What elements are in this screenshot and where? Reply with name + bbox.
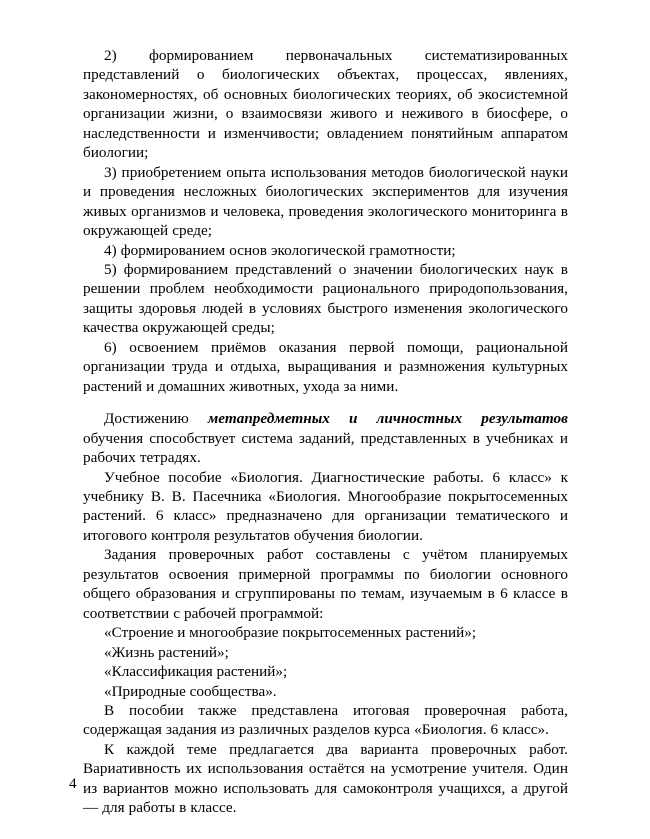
topic-list-item-4: «Природные сообщества». [104,682,277,700]
topic-list-item-1: «Строение и многообразие покрытосеменных растений»; [104,624,477,642]
paragraph-tasks-programme: Задания проверочных работ составлены с учётом планируемых результатов освоения примерной программы по биологии основного общего образования и сгруппированы по темам, изучаемым в 6 классе в соответствии с рабочей программой: [83,546,568,622]
results-emphasis-text: метапредметных и личностных результатов [207,410,568,428]
topic-list-item-2: «Жизнь растений»; [104,643,229,661]
paragraph-item-4: 4) формированием основ экологической грамотности; [104,241,456,259]
topic-list-item-3: «Классификация растений»; [104,663,288,681]
results-tail-text: обучения способствует система заданий, представленных в учебниках и рабочих тетрадях. [83,429,568,467]
paragraph-item-3: 3) приобретением опыта использования методов биологической науки и проведения несложных биологических экспериментов для изучения живых организмов и человека, проведения экологического мониторинга в окружающей среде; [83,163,568,240]
paragraph-meta-personal-results [83,409,568,467]
page-number: 4 [69,775,77,792]
paragraph-item-2: 2) формированием первоначальных систематизированных представлений о биологических объектах, процессах, явлениях, закономерностях, об основных биологических теориях, об экосистемной организации жизни, о взаимосвязи живого и неживого в биосфере, о наследственности и изменчивости; овладением понятийным аппаратом биологии; [83,47,568,162]
paragraph-item-6: 6) освоением приёмов оказания первой помощи, рациональной организации труда и отдыха, выращивания и размножения культурных растений и домашних животных, ухода за ними. [83,338,568,395]
body-text-column [83,46,568,818]
paragraph-item-5: 5) формированием представлений о значении биологических наук в решении проблем необходимости рационального природопользования, защиты здоровья людей в условиях быстрого изменения экологического качества окружающей среды; [83,260,568,337]
paragraph-final-test: В пособии также представлена итоговая проверочная работа, содержащая задания из различных разделов курса «Биология. 6 класс». [83,701,568,739]
paragraph-two-variants: К каждой теме предлагается два варианта проверочных работ. Вариативность их использования остаётся на усмотрение учителя. Один из вариантов можно использовать для самоконтроля учащихся, а другой — для работы в классе. [83,740,568,817]
results-lead-text: Достижению [104,410,208,428]
paragraph-teaching-manual: Учебное пособие «Биология. Диагностические работы. 6 класс» к учебнику В. В. Пасечника «Биология. Многообразие покрытосеменных растений. 6 класс» предназначено для организации тематического и итогового контроля результатов обучения биологии. [83,468,568,544]
